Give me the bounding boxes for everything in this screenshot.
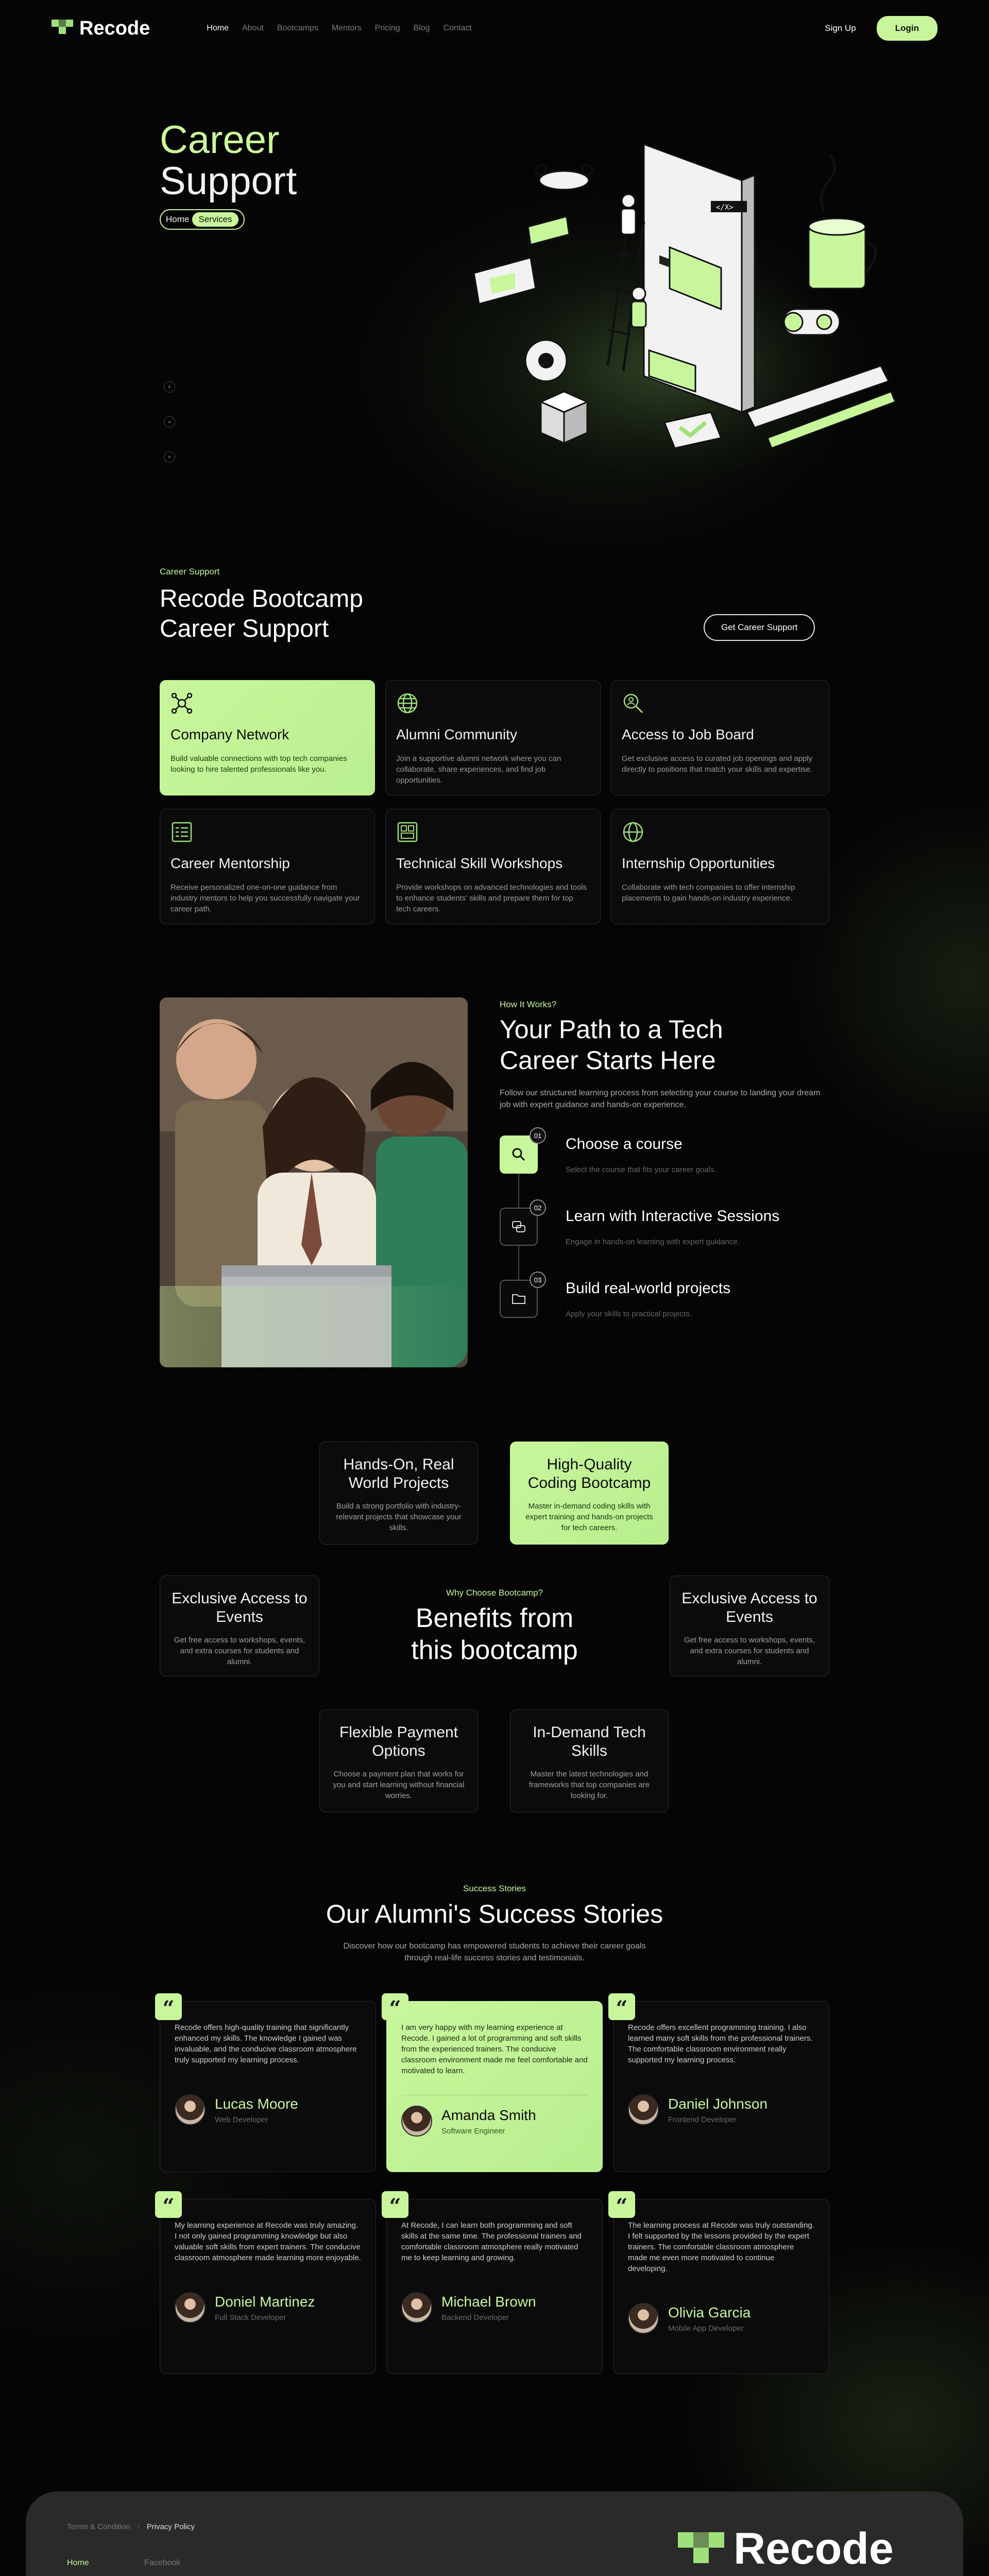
benefit-in-demand[interactable] bbox=[510, 1709, 669, 1812]
benefit-high-quality[interactable] bbox=[510, 1442, 669, 1545]
testimonial-card[interactable] bbox=[386, 2194, 603, 2374]
testimonial-name: Daniel Johnson bbox=[668, 2095, 768, 2112]
avatar bbox=[401, 2292, 432, 2323]
footer-link-home[interactable]: Home bbox=[67, 2558, 89, 2567]
slide-indicators bbox=[164, 381, 175, 486]
career-title bbox=[160, 584, 363, 644]
checklist-icon bbox=[170, 821, 193, 843]
card-text: Join a supportive alumni network where you can collaborate, share experiences, and find job opportunities. bbox=[396, 754, 561, 785]
card-title: Access to Job Board bbox=[622, 726, 754, 742]
testimonial-name: Amanda Smith bbox=[441, 2107, 536, 2123]
step-3-desc: Apply your skills to practical projects. bbox=[566, 1310, 692, 1318]
step-1-title: Choose a course bbox=[566, 1136, 683, 1153]
nav-link-blog[interactable]: Blog bbox=[413, 24, 430, 32]
how-eyebrow: How It Works? bbox=[500, 999, 557, 1009]
benefit-events-right[interactable] bbox=[670, 1575, 829, 1676]
footer-nav-col1 bbox=[67, 2558, 104, 2576]
signup-link[interactable]: Sign Up bbox=[825, 23, 856, 33]
benefit-title: High-Quality Coding Bootcamp bbox=[527, 1456, 651, 1492]
quote-icon: “ bbox=[155, 1993, 182, 2020]
breadcrumb-current: Services bbox=[192, 212, 238, 227]
slide-dot[interactable] bbox=[164, 451, 175, 463]
avatar bbox=[628, 2094, 659, 2125]
folder-icon bbox=[511, 1291, 526, 1307]
nav-link-pricing[interactable]: Pricing bbox=[374, 24, 400, 32]
nav-link-contact[interactable]: Contact bbox=[443, 24, 472, 32]
login-button[interactable]: Login bbox=[877, 16, 937, 41]
card-title: Internship Opportunities bbox=[622, 855, 775, 871]
card-alumni-community[interactable] bbox=[385, 680, 601, 795]
globe-icon bbox=[622, 821, 644, 843]
benefit-text: Choose a payment plan that works for you and start learning without financial worries. bbox=[333, 1770, 465, 1800]
card-text: Provide workshops on advanced technologies and tools to enhance students' skills and prepare them for top tech careers. bbox=[396, 883, 587, 913]
testimonial-role: Web Developer bbox=[215, 2115, 268, 2124]
testimonial-role: Backend Developer bbox=[441, 2313, 509, 2322]
card-job-board[interactable] bbox=[611, 680, 829, 795]
how-intro: Follow our structured learning process from selecting your course to landing your dream job with expert guidance and hands-on experience. bbox=[500, 1089, 821, 1109]
benefit-text: Get free access to workshops, events, and extra courses for students and alumni. bbox=[174, 1636, 305, 1666]
testimonial-name: Doniel Martinez bbox=[215, 2293, 315, 2310]
card-company-network[interactable] bbox=[160, 680, 375, 795]
card-text: Get exclusive access to curated job openings and apply directly to positions that match your skills and expertise. bbox=[622, 754, 813, 774]
quote-icon: “ bbox=[608, 2191, 635, 2218]
benefit-events-left[interactable] bbox=[160, 1575, 319, 1676]
logo-mark-icon bbox=[52, 20, 74, 37]
testimonial-text: I am very happy with my learning experience at Recode. I gained a lot of programming and soft skills from the experienced trainers. The conducive classroom environment made me feel comfortable and motivated to learn. bbox=[401, 2023, 588, 2075]
card-title: Company Network bbox=[170, 726, 289, 742]
step-1-number: 01 bbox=[530, 1127, 546, 1144]
step-2-title: Learn with Interactive Sessions bbox=[566, 1208, 780, 1225]
benefit-text: Master in-demand coding skills with expert training and hands-on projects for tech careers. bbox=[525, 1502, 653, 1532]
testimonial-card-active[interactable] bbox=[386, 1996, 603, 2172]
quote-icon: “ bbox=[382, 1993, 408, 2020]
logo-mark-icon bbox=[678, 2532, 724, 2566]
avatar bbox=[175, 2292, 206, 2323]
testimonial-card[interactable] bbox=[613, 1996, 829, 2172]
benefits-title bbox=[340, 1602, 649, 1666]
how-title bbox=[500, 1014, 723, 1076]
hero-title bbox=[160, 120, 297, 202]
testimonial-role: Mobile App Developer bbox=[668, 2324, 744, 2333]
card-text: Collaborate with tech companies to offer internship placements to gain hands-on industry experience. bbox=[622, 883, 795, 903]
benefits-title-line2: this bootcamp bbox=[411, 1635, 578, 1665]
search-icon bbox=[622, 692, 644, 715]
benefit-text: Master the latest technologies and frameworks that top companies are looking for. bbox=[528, 1770, 650, 1800]
benefit-title: Exclusive Access to Events bbox=[681, 1590, 817, 1625]
card-text: Receive personalized one-on-one guidance from industry mentors to help you successfully navigate your career path. bbox=[170, 883, 360, 913]
how-title-line2: Career Starts Here bbox=[500, 1046, 716, 1075]
how-title-line1: Your Path to a Tech bbox=[500, 1015, 723, 1044]
footer bbox=[26, 2492, 963, 2576]
career-title-line1: Recode Bootcamp bbox=[160, 585, 363, 613]
career-title-line2: Career Support bbox=[160, 615, 329, 642]
avatar bbox=[628, 2303, 659, 2334]
benefit-text: Build a strong portfolio with industry-relevant projects that showcase your skills. bbox=[336, 1502, 462, 1532]
top-navigation bbox=[52, 15, 937, 41]
nav-link-home[interactable]: Home bbox=[207, 24, 229, 32]
step-3-number: 03 bbox=[530, 1272, 546, 1288]
testimonial-text: At Recode, I can learn both programming and soft skills at the same time. The professional trainers and comfortable classroom atmosphere really motivated me to keep learning and growing. bbox=[401, 2221, 582, 2262]
card-skill-workshops[interactable] bbox=[385, 809, 601, 924]
brand-name: Recode bbox=[79, 17, 150, 39]
hero-title-line1: Career bbox=[160, 118, 280, 162]
footer-legal-links: Terms & Condition / Privacy Policy bbox=[67, 2522, 195, 2531]
testimonial-card[interactable] bbox=[613, 2194, 829, 2374]
stories-eyebrow: Success Stories bbox=[463, 1884, 526, 1893]
breadcrumb bbox=[160, 209, 245, 230]
benefit-title: Hands-On, Real World Projects bbox=[343, 1456, 454, 1492]
benefit-title: Flexible Payment Options bbox=[339, 1724, 458, 1759]
nav-links bbox=[207, 24, 471, 33]
step-2-number: 02 bbox=[530, 1199, 546, 1216]
testimonial-name: Michael Brown bbox=[441, 2293, 536, 2310]
step-2-desc: Engage in hands-on learning with expert guidance. bbox=[566, 1238, 740, 1246]
card-text: Build valuable connections with top tech companies looking to hire talented professionals like you. bbox=[170, 754, 347, 774]
testimonial-card[interactable] bbox=[160, 1996, 376, 2172]
stories-title: Our Alumni's Success Stories bbox=[326, 1900, 663, 1928]
quote-icon: “ bbox=[382, 2191, 408, 2218]
footer-nav-col2 bbox=[144, 2558, 181, 2576]
benefit-title: Exclusive Access to Events bbox=[172, 1590, 308, 1625]
step-3-title: Build real-world projects bbox=[566, 1280, 731, 1297]
benefit-hands-on[interactable] bbox=[319, 1442, 478, 1545]
step-1-desc: Select the course that fits your career goals. bbox=[566, 1165, 717, 1174]
footer-brand-name: Recode bbox=[734, 2524, 894, 2573]
testimonial-card[interactable] bbox=[160, 2194, 376, 2374]
workshop-icon bbox=[396, 821, 419, 843]
career-eyebrow: Career Support bbox=[160, 567, 220, 577]
network-icon bbox=[170, 692, 193, 715]
testimonial-role: Frontend Developer bbox=[668, 2115, 737, 2124]
get-career-support-button[interactable]: Get Career Support bbox=[704, 614, 815, 641]
breadcrumb-home[interactable]: Home bbox=[166, 214, 190, 224]
quote-icon: “ bbox=[608, 1993, 635, 2020]
avatar bbox=[401, 2106, 432, 2137]
testimonial-text: Recode offers high-quality training that significantly enhanced my skills. The knowledge I gained was invaluable, and the conducive classroom atmosphere truly supported my learning process. bbox=[175, 2023, 357, 2064]
privacy-link[interactable]: Privacy Policy bbox=[146, 2522, 195, 2531]
hero-title-line2: Support bbox=[160, 159, 297, 203]
svg-text:</X>: </X> bbox=[716, 204, 734, 212]
terms-link[interactable]: Terms & Condition bbox=[67, 2522, 130, 2531]
testimonial-name: Lucas Moore bbox=[215, 2095, 298, 2112]
benefits-title-line1: Benefits from bbox=[415, 1603, 574, 1633]
benefit-payment[interactable] bbox=[319, 1709, 478, 1812]
quote-icon: “ bbox=[155, 2191, 182, 2218]
students-photo-illustration bbox=[160, 997, 468, 1367]
globe-icon bbox=[396, 692, 419, 715]
benefit-title: In-Demand Tech Skills bbox=[533, 1724, 646, 1759]
brand-logo[interactable] bbox=[52, 18, 150, 40]
testimonial-name: Olivia Garcia bbox=[668, 2304, 751, 2320]
benefit-text: Get free access to workshops, events, and extra courses for students and alumni. bbox=[684, 1636, 815, 1666]
chat-icon bbox=[511, 1219, 526, 1234]
footer-link-facebook[interactable]: Facebook bbox=[144, 2558, 181, 2567]
card-career-mentorship[interactable] bbox=[160, 809, 375, 924]
card-title: Technical Skill Workshops bbox=[396, 855, 563, 871]
hero-isometric-illustration bbox=[453, 124, 917, 474]
testimonial-text: The learning process at Recode was truly outstanding. I felt supported by the lessons provided by the expert trainers. The comfortable classroom atmosphere made me even more motivated to continue developing. bbox=[628, 2221, 814, 2273]
card-title: Alumni Community bbox=[396, 726, 517, 742]
footer-brand-logo[interactable] bbox=[678, 2523, 894, 2574]
testimonial-text: My learning experience at Recode was truly amazing. I not only gained programming knowledge but also valuable soft skills from expert trainers. The conducive classroom atmosphere made learning more enjoyable. bbox=[175, 2221, 361, 2262]
card-internship[interactable] bbox=[611, 809, 829, 924]
avatar bbox=[175, 2094, 206, 2125]
nav-link-about[interactable]: About bbox=[242, 24, 264, 32]
benefits-eyebrow: Why Choose Bootcamp? bbox=[446, 1588, 543, 1598]
slide-dot[interactable] bbox=[164, 416, 175, 428]
slide-dot[interactable] bbox=[164, 381, 175, 393]
search-icon bbox=[511, 1147, 526, 1162]
nav-link-mentors[interactable]: Mentors bbox=[331, 24, 362, 32]
card-title: Career Mentorship bbox=[170, 855, 290, 871]
testimonial-role: Software Engineer bbox=[441, 2126, 505, 2136]
stories-intro: Discover how our bootcamp has empowered students to achieve their career goals through real-life success stories and testimonials. bbox=[343, 1942, 646, 1962]
testimonial-text: Recode offers excellent programming training. I also learned many soft skills from the professional trainers. The comfortable classroom environment really supported my learning process. bbox=[628, 2023, 813, 2064]
students-photo bbox=[160, 997, 468, 1367]
nav-link-bootcamps[interactable]: Bootcamps bbox=[277, 24, 318, 32]
testimonial-role: Full Stack Developer bbox=[215, 2313, 286, 2322]
